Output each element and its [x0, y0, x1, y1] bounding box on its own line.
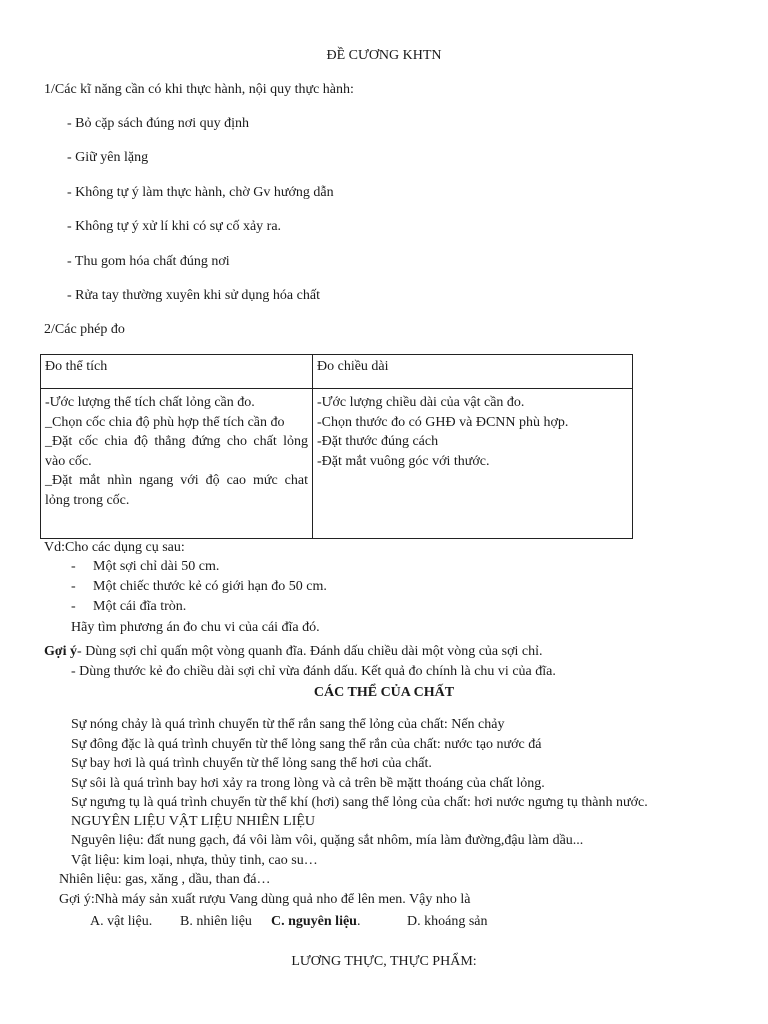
- option-c: [271, 913, 360, 931]
- hint-line-2: - Dùng thước kẻ đo chiều dài sợi chỉ vừa đánh dấu. Kết quả đo chính là chu vi của đĩa.: [71, 664, 556, 679]
- example-item-text: Một cái đĩa tròn.: [93, 599, 187, 614]
- state-line: Sự nóng chảy là quá trình chuyển từ thể rắn sang thể lỏng của chất: Nến chảy: [71, 717, 505, 732]
- rule-item: - Không tự ý làm thực hành, chờ Gv hướng dẫn: [67, 185, 334, 200]
- quiz-question: Gợi ý:Nhà máy sản xuất rượu Vang dùng quả nho để lên men. Vậy nho là: [59, 892, 471, 907]
- nhien-lieu-line: Nhiên liệu: gas, xăng , dầu, than đá…: [59, 872, 271, 887]
- state-line: Sự ngưng tụ là quá trình chuyển từ thể khí (hơi) sang thể lỏng của chất: hơi nước ngưng tụ thành nước.: [71, 795, 648, 810]
- state-line: Sự bay hơi là quá trình chuyển từ thể lỏng sang thể hơi của chất.: [71, 756, 432, 771]
- example-question: Hãy tìm phương án đo chu vi của cái đĩa đó.: [71, 620, 320, 635]
- hint-label: Gợi ý: [44, 644, 78, 659]
- list-dash: -: [71, 559, 76, 574]
- example-item: [71, 598, 186, 616]
- section2-heading: 2/Các phép đo: [44, 322, 125, 337]
- example-item: [71, 558, 219, 576]
- volume-step: _Chọn cốc chia độ phù hợp thể tích cần đo: [45, 414, 285, 430]
- volume-step: _Đặt mắt nhìn ngang với độ cao mức chat lỏng trong cốc.: [45, 473, 308, 508]
- option-d: D. khoáng sản: [407, 914, 488, 929]
- example-item-text: Một sợi chỉ dài 50 cm.: [93, 559, 220, 574]
- section1-heading: 1/Các kĩ năng cần có khi thực hành, nội quy thực hành:: [44, 82, 354, 97]
- length-step: -Chọn thước đo có GHĐ và ĐCNN phù hợp.: [317, 414, 569, 430]
- document-title: ĐỀ CƯƠNG KHTN: [326, 48, 442, 63]
- volume-step: -Ước lượng thể tích chất lỏng cần đo.: [45, 395, 255, 410]
- example-item: [71, 578, 327, 596]
- volume-step: _Đặt cốc chia độ thẳng đứng cho chất lỏng vào cốc.: [45, 434, 308, 469]
- table-row: [41, 389, 633, 539]
- table-header-length: Đo chiều dài: [313, 355, 633, 389]
- volume-cell: [41, 389, 313, 539]
- option-a: A. vật liệu.: [90, 914, 153, 929]
- option-c-suffix: .: [356, 914, 361, 929]
- option-c-answer: C. nguyên liệu: [271, 914, 357, 929]
- rule-item: - Không tự ý xử lí khi có sự cố xảy ra.: [67, 219, 282, 234]
- table-header-row: [41, 355, 633, 389]
- length-step: -Ước lượng chiều dài của vật cần đo.: [317, 395, 525, 410]
- section3-heading: CÁC THỂ CỦA CHẤT: [313, 685, 455, 700]
- length-cell: [313, 389, 633, 539]
- vat-lieu-line: Vật liệu: kim loại, nhựa, thủy tinh, cao su…: [71, 853, 318, 868]
- rule-item: - Bỏ cặp sách đúng nơi quy định: [67, 116, 249, 131]
- state-line: Sự sôi là quá trình bay hơi xảy ra trong lòng và cả trên bề mặtt thoáng của chất lỏng.: [71, 776, 545, 791]
- hint-line: [44, 643, 542, 661]
- rule-item: - Rửa tay thường xuyên khi sử dụng hóa chất: [67, 288, 320, 303]
- option-b: B. nhiên liệu: [180, 914, 252, 929]
- hint-text: - Dùng sợi chỉ quấn một vòng quanh đĩa. Đánh dấu chiều dài một vòng của sợi chỉ.: [77, 644, 543, 659]
- length-step: -Đặt mắt vuông góc với thước.: [317, 453, 490, 469]
- table-header-volume: Đo thể tích: [41, 355, 313, 389]
- section4-heading: NGUYÊN LIỆU VẬT LIỆU NHIÊN LIỆU: [71, 814, 316, 829]
- measurement-table: [40, 354, 633, 539]
- section5-heading: LƯƠNG THỰC, THỰC PHẨM:: [291, 954, 477, 969]
- list-dash: -: [71, 599, 76, 614]
- length-step: -Đặt thước đúng cách: [317, 434, 439, 449]
- example-item-text: Một chiếc thước kẻ có giới hạn đo 50 cm.: [93, 579, 327, 594]
- rule-item: - Giữ yên lặng: [67, 150, 149, 165]
- rule-item: - Thu gom hóa chất đúng nơi: [67, 254, 230, 269]
- list-dash: -: [71, 579, 76, 594]
- state-line: Sự đông đặc là quá trình chuyển từ thể lỏng sang thể rắn của chất: nước tạo nước đá: [71, 737, 542, 752]
- example-intro: Vd:Cho các dụng cụ sau:: [44, 540, 185, 555]
- nguyen-lieu-line: Nguyên liệu: đất nung gạch, đá vôi làm vôi, quặng sắt nhôm, mía làm đường,đậu làm dầu...: [71, 833, 584, 848]
